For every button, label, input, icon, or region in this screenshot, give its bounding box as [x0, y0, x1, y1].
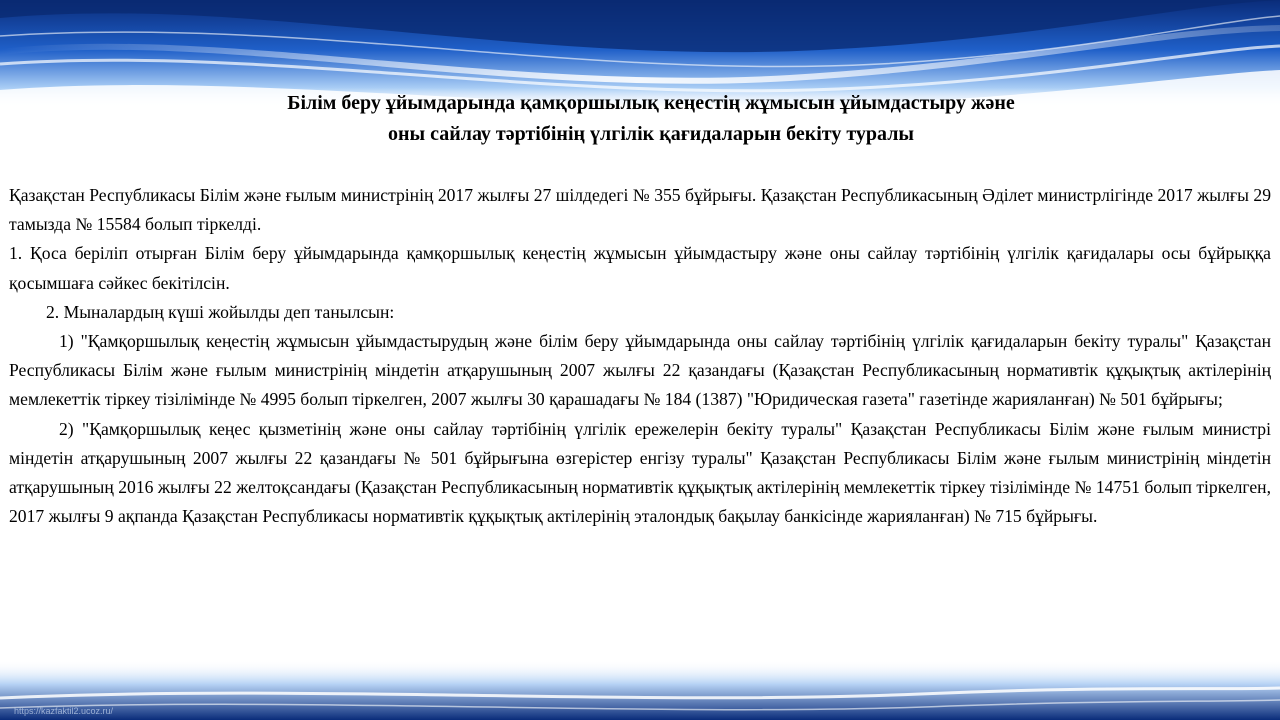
paragraph-order-info: Қазақстан Республикасы Білім және ғылым министрінің 2017 жылғы 27 шілдедегі № 355 бұйрығы. Қазақстан Республикасының Әділет министрлігінде 2017 жылғы 29 тамызда № 15584 болып тіркелді.	[9, 185, 1271, 235]
paragraph-point-2: 2. Мыналардың күші жойылды деп танылсын:	[46, 301, 395, 322]
paragraph-point-1: 1. Қоса беріліп отырған Білім беру ұйымдарында қамқоршылық кеңестің жұмысын ұйымдастыру және оны сайлау тәртібінің үлгілік қағидалары осы бұйрыққа қосымшаға сәйкес бекітілсін.	[9, 243, 1271, 293]
paragraph-subpoint-1: 1) "Қамқоршылық кеңестің жұмысын ұйымдастырудың және білім беру ұйымдарында оны сайлау тәртібінің үлгілік қағидаларын бекіту туралы" Қазақстан Республикасы Білім және ғылым министрінің міндетін атқарушының 2007 жылғы 22 қазандағы (Қазақстан Республикасының нормативтік құқықтық актілерінің мемлекеттік тіркеу тізілімінде № 4995 болып тіркелген, 2007 жылғы 30 қарашадағы № 184 (1387) "Юридическая газета" газетінде жарияланған) № 501 бұйрығы;	[9, 331, 1271, 410]
title-line-2: оны сайлау тәртібінің үлгілік қағидаларын бекіту туралы	[387, 123, 915, 145]
footer-url: https://kazfaktil2.ucoz.ru/	[14, 706, 114, 716]
blue-wave-footer-decoration	[0, 660, 1280, 720]
paragraph-subpoint-2: 2) "Қамқоршылық кеңес қызметінің және оны сайлау тәртібінің үлгілік ережелерін бекіту туралы" Қазақстан Республикасы Білім және ғылым министрі міндетін атқарушының 2007 жылғы 22 қазандағы № 501 бұйрығына өзгерістер енгізу туралы" Қазақстан Республикасы Білім және ғылым министрінің міндетін атқарушының 2016 жылғы 22 желтоқсандағы (Қазақстан Республикасының нормативтік құқықтық актілерінің мемлекеттік тіркеу тізілімінде № 14751 болып тіркелген, 2017 жылғы 9 ақпанда Қазақстан Республикасы нормативтік құқықтық актілерінің эталондық бақылау банкісінде жарияланған) № 715 бұйрығы.	[9, 418, 1271, 527]
document-body	[9, 181, 1271, 531]
title-line-1: Білім беру ұйымдарында қамқоршылық кеңестің жұмысын ұйымдастыру және	[287, 92, 1015, 114]
document-title	[0, 88, 1280, 150]
